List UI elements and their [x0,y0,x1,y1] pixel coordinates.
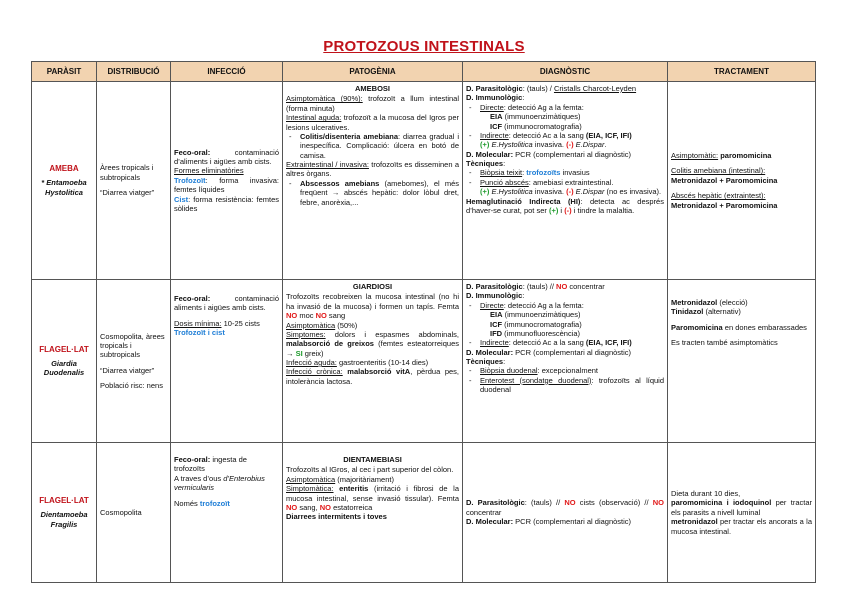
diag-label: Directe [480,102,504,112]
cell-parasit-ameba [32,82,97,280]
page-title: PROTOZOUS INTESTINALS [323,38,525,55]
trac-value: Tinidazol [671,307,704,317]
row-ameba [32,82,816,280]
patogenia-label: Infecció crònica: [286,367,343,377]
diag-label: D. Immunològic [466,93,523,103]
diag-label: EIA [490,112,503,122]
diag-label: D. Parasitològic [466,84,523,93]
diag-label: ICF [490,319,503,329]
diag-label: Enterotest (sondatge duodenal) [480,375,592,385]
diag-label: ICF [490,121,503,131]
diag-negative: (-) [564,205,572,215]
diag-label: D. Parasitològic [466,498,525,508]
diag-text: : detecció Ag a la femta: [503,300,584,310]
diag-text: : excepcionalment [537,366,598,376]
diag-text: : [503,357,506,366]
patogenia-no: NO [286,502,298,512]
cell-parasit-dientamoeba [32,443,97,583]
patogenia-text: : diarrea gradual i inespecífica. Complicació: úlcera en botó de camisa. [300,131,459,160]
diag-label: Tècniques [466,159,504,168]
diag-text: i [558,205,565,215]
diag-text: : detecta ac després d’haver-se curat, pot ser [466,196,664,215]
diag-text: : detecció Ac a la sang [508,130,586,140]
diag-text: E.Hystolitica [489,187,533,197]
trac-label: Asimptomàtic: [671,151,719,161]
patogenia-text: sang [326,311,346,321]
patogenia-label: Intestinal aguda: [286,113,342,123]
diag-label: Tècniques [466,357,504,366]
diag-label: D. Parasitològic [466,282,523,291]
infeccio-label: Feco-oral: [174,294,211,303]
trac-text: Es tracten també asimptomàtics [671,338,778,348]
diag-label: Directe [480,300,504,310]
patogenia-text: (femtes esteatorreiques → [286,339,459,358]
patogenia-label: Extraintestinal / invasiva: [286,160,369,169]
patogenia-label: Abscessos amebians [300,178,380,188]
distribucio-text: Àrees tropicals i subtropicals [100,163,154,182]
diag-text: (immunofluorescència) [502,328,581,338]
cell-patogenia-giardia [283,280,463,443]
protozous-table [31,61,816,583]
cell-diagnostic-ameba [463,82,668,280]
patogenia-text: enteritis [333,484,369,494]
patogenia-text: moc [297,311,316,321]
diag-label: IFD [490,328,503,338]
trac-label: Colitis amebiana (intestinal): [671,166,766,176]
trac-text: en dones embarassades [722,322,807,332]
infeccio-text: : forma resistència: femtes sòlides [174,194,279,213]
patogenia-no: NO [286,311,298,321]
header-parasit: PARÀSIT [32,62,97,82]
patogenia-title: AMEBOSI [354,84,390,93]
header-diagnostic: DIAGNÒSTIC [463,62,668,82]
infeccio-label: Formes eliminatòries [174,166,244,176]
diag-text: invasiva. [532,187,567,197]
cell-tractament-ameba [668,82,816,280]
diag-text: : detecció Ac a la sang [508,338,586,348]
trac-text: per tractar els parasits a nivell luminal [671,498,812,517]
diag-text: PCR (complementari al diagnòstic) [513,347,632,357]
diag-text: : [522,93,525,103]
cell-patogenia-ameba [283,82,463,280]
patogenia-text: Trofozoïts al IGros, al cec i part superior del còlon. [286,465,454,475]
diag-text: concentrar [466,507,502,517]
cell-tractament-giardia [668,280,816,443]
patogenia-label: Simptomes: [286,329,326,339]
diag-text: PCR (complementari al diagnòstic) [513,517,632,527]
trac-value: Metronidazol [671,298,718,307]
header-row [32,62,816,82]
diag-text: : [522,168,527,178]
diag-text: (EIA, ICF, IFI) [585,338,632,348]
cell-distribucio-dientamoeba [97,443,171,583]
patogenia-label: Asimptomàtica [286,474,336,484]
patogenia-no: NO [319,502,332,512]
diag-text: cists (observació) // [575,498,653,508]
diag-text: invasius [560,168,590,178]
patogenia-text: malabsorció de greixos [286,339,374,349]
trac-text: (alternativ) [703,307,741,317]
diag-negative: (-) [566,187,574,197]
cell-infeccio-ameba [171,82,283,280]
patogenia-text: (majoritàriament) [335,474,394,484]
diag-text: : (tauls) / [522,84,554,93]
infeccio-text: contaminació d’aliments i aigües amb cists. [174,147,279,167]
diag-label: Indirecte [480,130,509,140]
patogenia-text: Diarrees intermitents i toves [286,512,387,522]
trac-label: Abscés hepàtic (extraintest): [671,191,766,201]
trac-value: Paromomicina [671,322,723,332]
cell-patogenia-dientamoeba [283,443,463,583]
patogenia-text: sang, [297,502,320,512]
patogenia-title: GIARDIOSI [352,282,393,291]
diag-label: D. Immunològic [466,291,523,301]
cell-tractament-dientamoeba [668,443,816,583]
trac-value: metronidazol [671,517,718,527]
patogenia-text: , pèrdua pes, intolerància lactosa. [286,367,459,386]
diag-text: (no es invasiva). [604,187,662,197]
parasit-name: FLAGEL·LAT [39,496,89,506]
diag-positive: (+) [480,187,490,197]
cell-distribucio-giardia [97,280,171,443]
diag-text: : (tauls) // [524,498,565,508]
patogenia-title: DIENTAMEBIASI [343,455,402,464]
patogenia-si: SI [295,348,303,358]
diag-label: Punció abscés [480,177,529,187]
infeccio-label: Feco-oral: [174,147,211,157]
distribucio-text: Cosmopolita [100,507,142,517]
diag-text: E.Hystolitica [489,140,533,150]
diag-text: (immunoenzimàtiques) [502,112,581,122]
diag-text: E.Dispar [573,140,605,150]
diag-text: (immunocromatografia) [502,121,582,131]
patogenia-text: estatorreica [331,502,373,512]
patogenia-label: Infecció aguda: [286,358,337,367]
diag-label: Biòpsia duodenal [480,366,538,376]
diag-label: Hemaglutinació Indirecta (HI) [466,196,581,206]
patogenia-label: Asimptomàtica [286,320,336,330]
header-patogenia: PATOGÈNIA [283,62,463,82]
parasit-name: FLAGEL·LAT [39,344,89,354]
distribucio-text: “Diarrea viatger” [100,188,155,198]
infeccio-text: d’Enterobius vermicularis [174,473,265,493]
cell-infeccio-giardia [171,280,283,443]
diag-label: EIA [490,310,503,320]
patogenia-text: trofozoït a llum intestinal (forma minuta) [286,94,459,113]
trac-value: Metronidazol + Paromomicina [671,175,778,185]
diag-no: NO [652,498,665,508]
diag-text: trofozoïts [526,168,561,178]
patogenia-text: dolors i espasmes abdominals, [325,329,459,339]
diag-no: NO [564,498,576,508]
cell-parasit-giardia [32,280,97,443]
header-distribucio: DISTRIBUCIÓ [97,62,171,82]
parasit-name: AMEBA [49,164,79,174]
diag-text: . [604,140,607,150]
header-tractament: TRACTAMENT [668,62,816,82]
infeccio-text: : forma invasiva: femtes líquides [174,175,279,195]
infeccio-text: Només [174,498,200,508]
infeccio-label: Cist [174,194,189,204]
row-giardia [32,280,816,443]
diag-text: Cristalls Charcot-Leyden [553,84,637,93]
diag-text: : [503,159,506,168]
row-dientamoeba [32,443,816,583]
distribucio-text: Cosmopolita, àrees tropicals i subtropicals [100,331,165,360]
trac-text: (elecció) [717,298,748,307]
diag-positive: (+) [480,140,490,150]
diag-label: D. Molecular: [466,347,514,357]
diag-label: Indirecte [480,338,509,348]
diag-label: D. Molecular: [466,149,514,159]
parasit-species: Dientamoeba Fragilis [40,510,88,529]
diag-no: NO [556,282,568,291]
infeccio-text: contaminació aliments i aigües amb cists. [174,294,279,313]
header-infeccio: INFECCIÓ [171,62,283,82]
patogenia-text: malabsorció vitA [342,367,411,377]
diag-label: Biòpsia teixit [480,168,523,178]
infeccio-text: 10-25 cists [221,318,260,328]
cell-diagnostic-giardia [463,280,668,443]
diag-text: E.Dispar [573,187,605,197]
parasit-species: Giardia Duodenalis [43,358,85,377]
infeccio-text: A traves d’ous [174,473,224,483]
diag-text: i tindre la malaltia. [571,205,635,215]
patogenia-label: Simptomàtica: [286,484,334,494]
diag-positive: (+) [548,205,559,215]
diag-text: (EIA, ICF, IFI) [585,130,632,140]
trac-text: Dieta durant 10 dies, [671,489,741,499]
diag-text: PCR (complementari al diagnòstic) [513,149,632,159]
distribucio-text: “Diarrea viatger” [100,365,155,375]
parasit-species: * Entamoeba Hystolitica [41,178,87,197]
patogenia-label: Asimptomàtica (90%): [286,94,363,104]
diag-text: : detecció Ag a la femta: [503,102,584,112]
infeccio-label: Trofozoït [174,175,206,185]
patogenia-text: greix) [302,348,324,358]
diag-text: concentrar [567,282,605,291]
patogenia-text: gastroenteritis (10-14 dies) [336,358,429,367]
trac-value: paromomicina i iodoquinol [671,498,772,508]
diag-text: : (tauls) // [522,282,557,291]
cell-distribucio-ameba [97,82,171,280]
infeccio-text: trofozoït [199,498,230,508]
cell-infeccio-dientamoeba [171,443,283,583]
diag-text: (immunoenzimàtiques) [502,310,581,320]
trac-value: Metronidazol + Paromomicina [671,200,778,210]
diag-label: D. Molecular: [466,517,514,527]
patogenia-text: (50%) [335,320,358,330]
diag-text: : trofozoïts al líquid duodenal [480,375,664,395]
patogenia-label: Colitis/disenteria amebiana [300,131,398,141]
diag-negative: (-) [566,140,574,150]
infeccio-text: Trofozoït i cist [174,328,225,338]
diag-text: invasiva. [532,140,567,150]
patogenia-text: trofozoïts es disseminen a altres òrgans. [286,160,459,179]
diag-text: (immunocromatografia) [502,319,582,329]
trac-value: paromomicina [718,151,772,161]
trac-text: per tractar els ancorats a la mucosa intestinal. [671,517,812,536]
infeccio-text: ingesta de trofozoïts [174,455,247,474]
diag-text: : [522,291,525,301]
diag-text: : amebiasi extraintestinal. [528,177,614,187]
patogenia-text: trofozoït a la mucosa del Igros per lesions ulceratives. [286,113,459,132]
cell-diagnostic-dientamoeba [463,443,668,583]
patogenia-text: (irritació i fibrosi de la mucosa intestinal, sense invasió tissular). Femta [286,484,459,503]
patogenia-no: NO [315,311,327,321]
infeccio-label: Dosis mínima: [174,318,222,328]
patogenia-text: Trofozoïts recobreixen la mucosa intestinal (no hi ha invasió de la mucosa) i formen un tapís. Femta [286,292,459,311]
infeccio-label: Feco-oral: [174,455,211,464]
patogenia-text: (amebomes), el més freqüent → abscés hepàtic: dolor lòbul dret, febre, anorèxia,... [300,178,459,207]
distribucio-text: Població risc: nens [100,381,163,391]
